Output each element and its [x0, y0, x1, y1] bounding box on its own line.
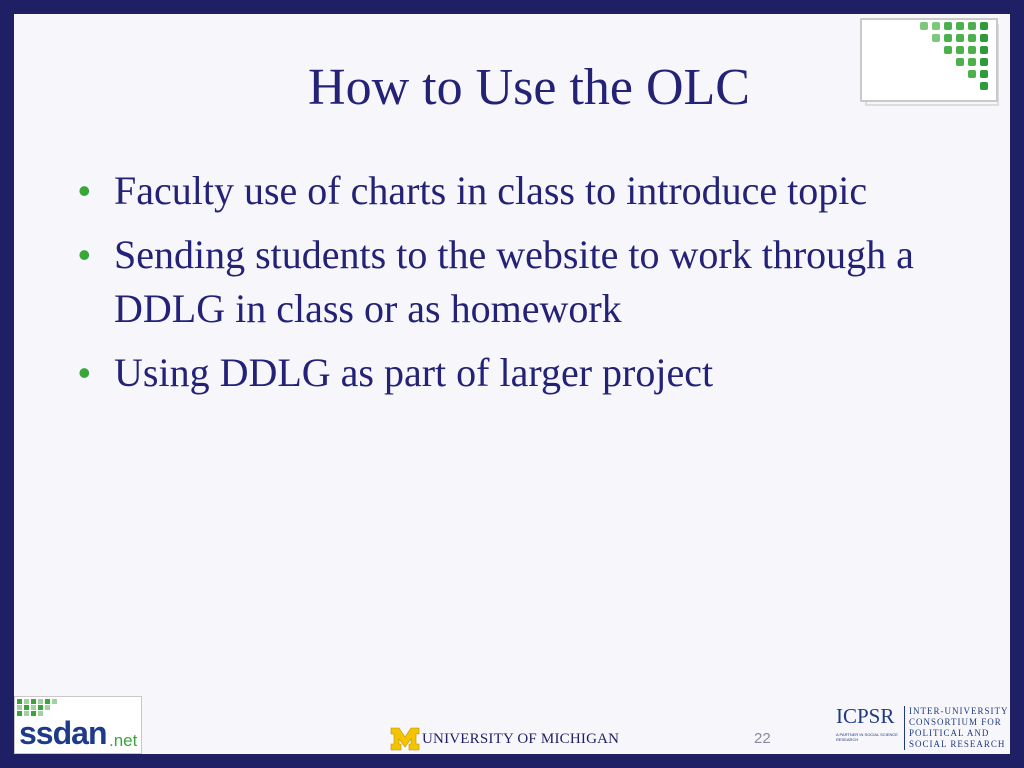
icpsr-logo [834, 704, 1010, 752]
grid-dot [944, 46, 952, 54]
grid-dot [956, 34, 964, 42]
page-number: 22 [754, 730, 771, 747]
umich-logo [390, 725, 619, 753]
grid-dot [944, 34, 952, 42]
bullet-dot-icon: • [78, 352, 91, 393]
logo-dot [38, 699, 43, 704]
ssdan-logo-word: ssdan [19, 715, 107, 751]
bullet-item: • Using DDLG as part of larger project [72, 346, 972, 400]
grid-dot [980, 34, 988, 42]
icpsr-acronym: ICPSR [836, 704, 895, 728]
bullet-dot-icon: • [78, 234, 91, 275]
grid-dot [980, 46, 988, 54]
block-m-icon [390, 727, 420, 751]
icpsr-divider [904, 706, 905, 750]
grid-dot [968, 22, 976, 30]
grid-dot [944, 22, 952, 30]
icpsr-tagline: A PARTNER IN SOCIAL SCIENCE RESEARCH [836, 732, 898, 742]
grid-dot [932, 22, 940, 30]
icpsr-name-line: POLITICAL AND [909, 728, 990, 738]
logo-dot [17, 705, 22, 710]
logo-dot [17, 699, 22, 704]
grid-dot [932, 34, 940, 42]
logo-dot [31, 705, 36, 710]
bullet-list [72, 164, 972, 410]
grid-dot [920, 22, 928, 30]
icpsr-name-line: SOCIAL RESEARCH [909, 739, 1006, 749]
ssdan-logo-suffix: .net [109, 731, 138, 750]
grid-dot [980, 22, 988, 30]
slide [14, 14, 1010, 754]
ssdan-logo [14, 696, 142, 754]
icpsr-name-line: CONSORTIUM FOR [909, 717, 1002, 727]
slide-title: How to Use the OLC [308, 59, 750, 116]
grid-dot [968, 46, 976, 54]
logo-dot [31, 699, 36, 704]
bullet-item: • Sending students to the website to work through a DDLG in class or as homework [72, 228, 972, 336]
logo-dot [24, 699, 29, 704]
icpsr-name-block [909, 706, 1009, 750]
grid-dot [956, 22, 964, 30]
logo-dot [38, 705, 43, 710]
grid-dot [968, 34, 976, 42]
bullet-dot-icon: • [78, 170, 91, 211]
icpsr-name-line: INTER-UNIVERSITY [909, 706, 1009, 716]
logo-dot [52, 699, 57, 704]
logo-dot [45, 699, 50, 704]
umich-logo-text: UNIVERSITY OF MICHIGAN [422, 730, 620, 747]
logo-dot [45, 705, 50, 710]
grid-dot [956, 46, 964, 54]
logo-dot [24, 705, 29, 710]
bullet-item: • Faculty use of charts in class to introduce topic [72, 164, 972, 218]
